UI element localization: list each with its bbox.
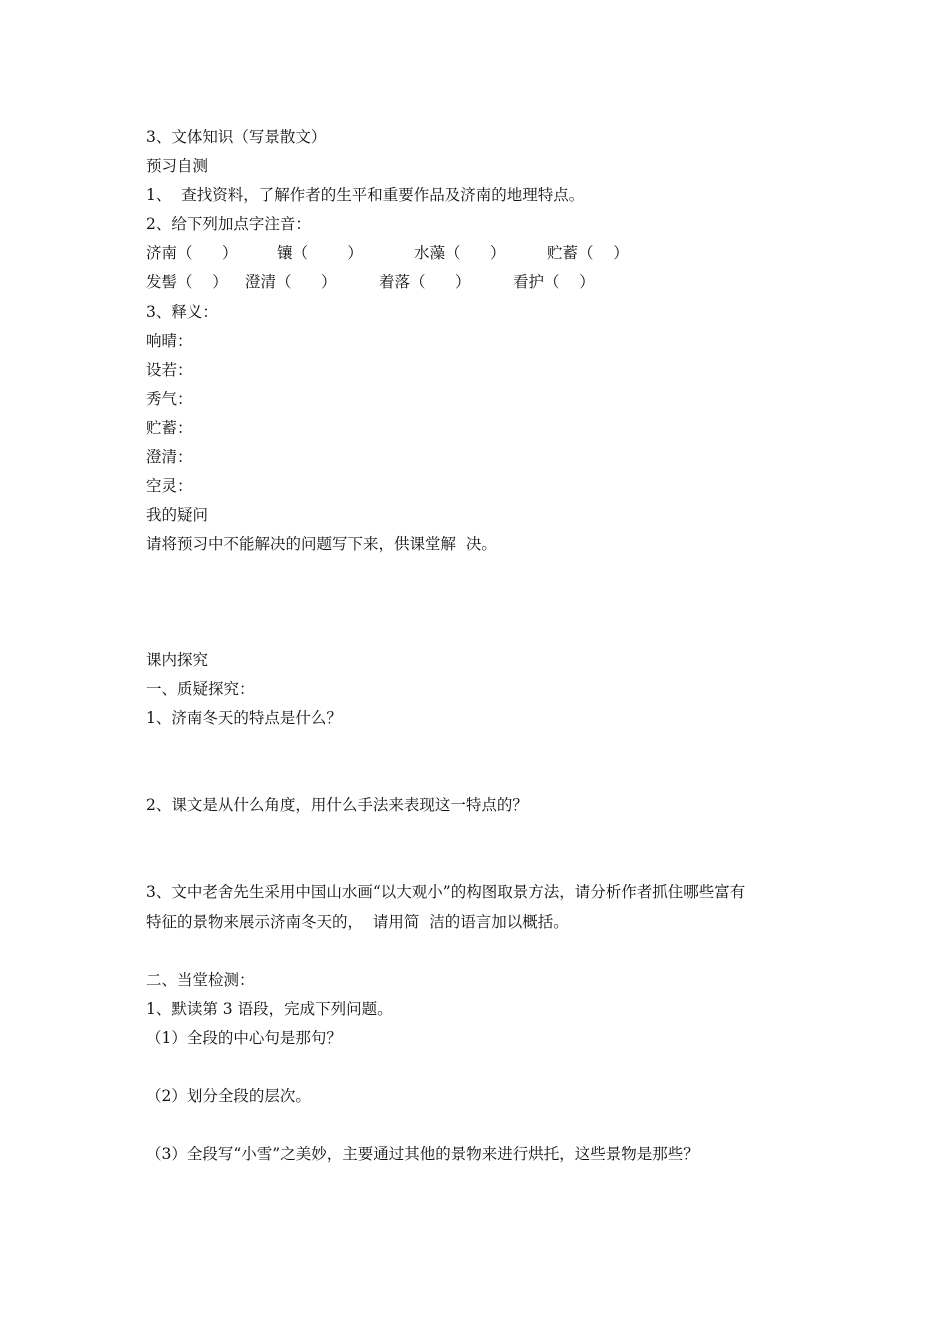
pinyin-blank-shuizao: 水藻（ ） bbox=[414, 244, 506, 262]
preview-item-2: 2、给下列加点字注音： bbox=[146, 215, 311, 233]
term-zhuxu: 贮蓄： bbox=[146, 419, 193, 437]
term-chengqing: 澄清： bbox=[146, 448, 193, 466]
pinyin-blank-jinan: 济南（ ） bbox=[146, 244, 238, 262]
preview-item-3: 3、释义： bbox=[146, 303, 218, 321]
pinyin-blank-chengqing: 澄清（ ） bbox=[245, 273, 337, 291]
explore-subheading: 一、质疑探究： bbox=[146, 680, 255, 698]
term-xiuqi: 秀气： bbox=[146, 390, 193, 408]
check-item-1: 1、默读第 3 语段，完成下列问题。 bbox=[146, 1000, 393, 1018]
preview-heading: 预习自测 bbox=[146, 157, 209, 175]
pinyin-blank-zhuxu: 贮蓄（ ） bbox=[547, 244, 629, 262]
check-sub-3: （3）全段写“小雪”之美妙，主要通过其他的景物来进行烘托，这些景物是那些？ bbox=[146, 1145, 699, 1163]
preview-item-1: 1、 查找资料，了解作者的生平和重要作品及济南的地理特点。 bbox=[146, 186, 585, 204]
check-sub-1: （1）全段的中心句是那句？ bbox=[146, 1029, 342, 1047]
doubts-text: 请将预习中不能解决的问题写下来，供课堂解 决。 bbox=[146, 535, 497, 553]
term-xiangqing: 响晴： bbox=[146, 332, 193, 350]
question-1: 1、济南冬天的特点是什么？ bbox=[146, 709, 342, 727]
question-3-line-1: 3、文中老舍先生采用中国山水画“以大观小”的构图取景方法，请分析作者抓住哪些富有 bbox=[146, 883, 746, 901]
pinyin-blank-faji: 发髻（ ） bbox=[146, 273, 228, 291]
question-3-line-2: 特征的景物来展示济南冬天的， 请用简 洁的语言加以概括。 bbox=[146, 913, 569, 931]
term-kongling: 空灵： bbox=[146, 477, 193, 495]
check-sub-2: （2）划分全段的层次。 bbox=[146, 1087, 311, 1105]
pinyin-blank-zhuoluo: 着落（ ） bbox=[379, 273, 471, 291]
check-heading: 二、当堂检测： bbox=[146, 971, 255, 989]
question-2: 2、课文是从什么角度，用什么手法来表现这一特点的？ bbox=[146, 796, 528, 814]
term-sheruo: 设若： bbox=[146, 361, 193, 379]
pinyin-blank-xiang: 镶（ ） bbox=[277, 244, 363, 262]
doubts-heading: 我的疑问 bbox=[146, 506, 209, 524]
explore-heading: 课内探究 bbox=[146, 651, 209, 669]
section-title-genre: 3、文体知识（写景散文） bbox=[146, 128, 327, 146]
pinyin-blank-kanhu: 看护（ ） bbox=[513, 273, 595, 291]
